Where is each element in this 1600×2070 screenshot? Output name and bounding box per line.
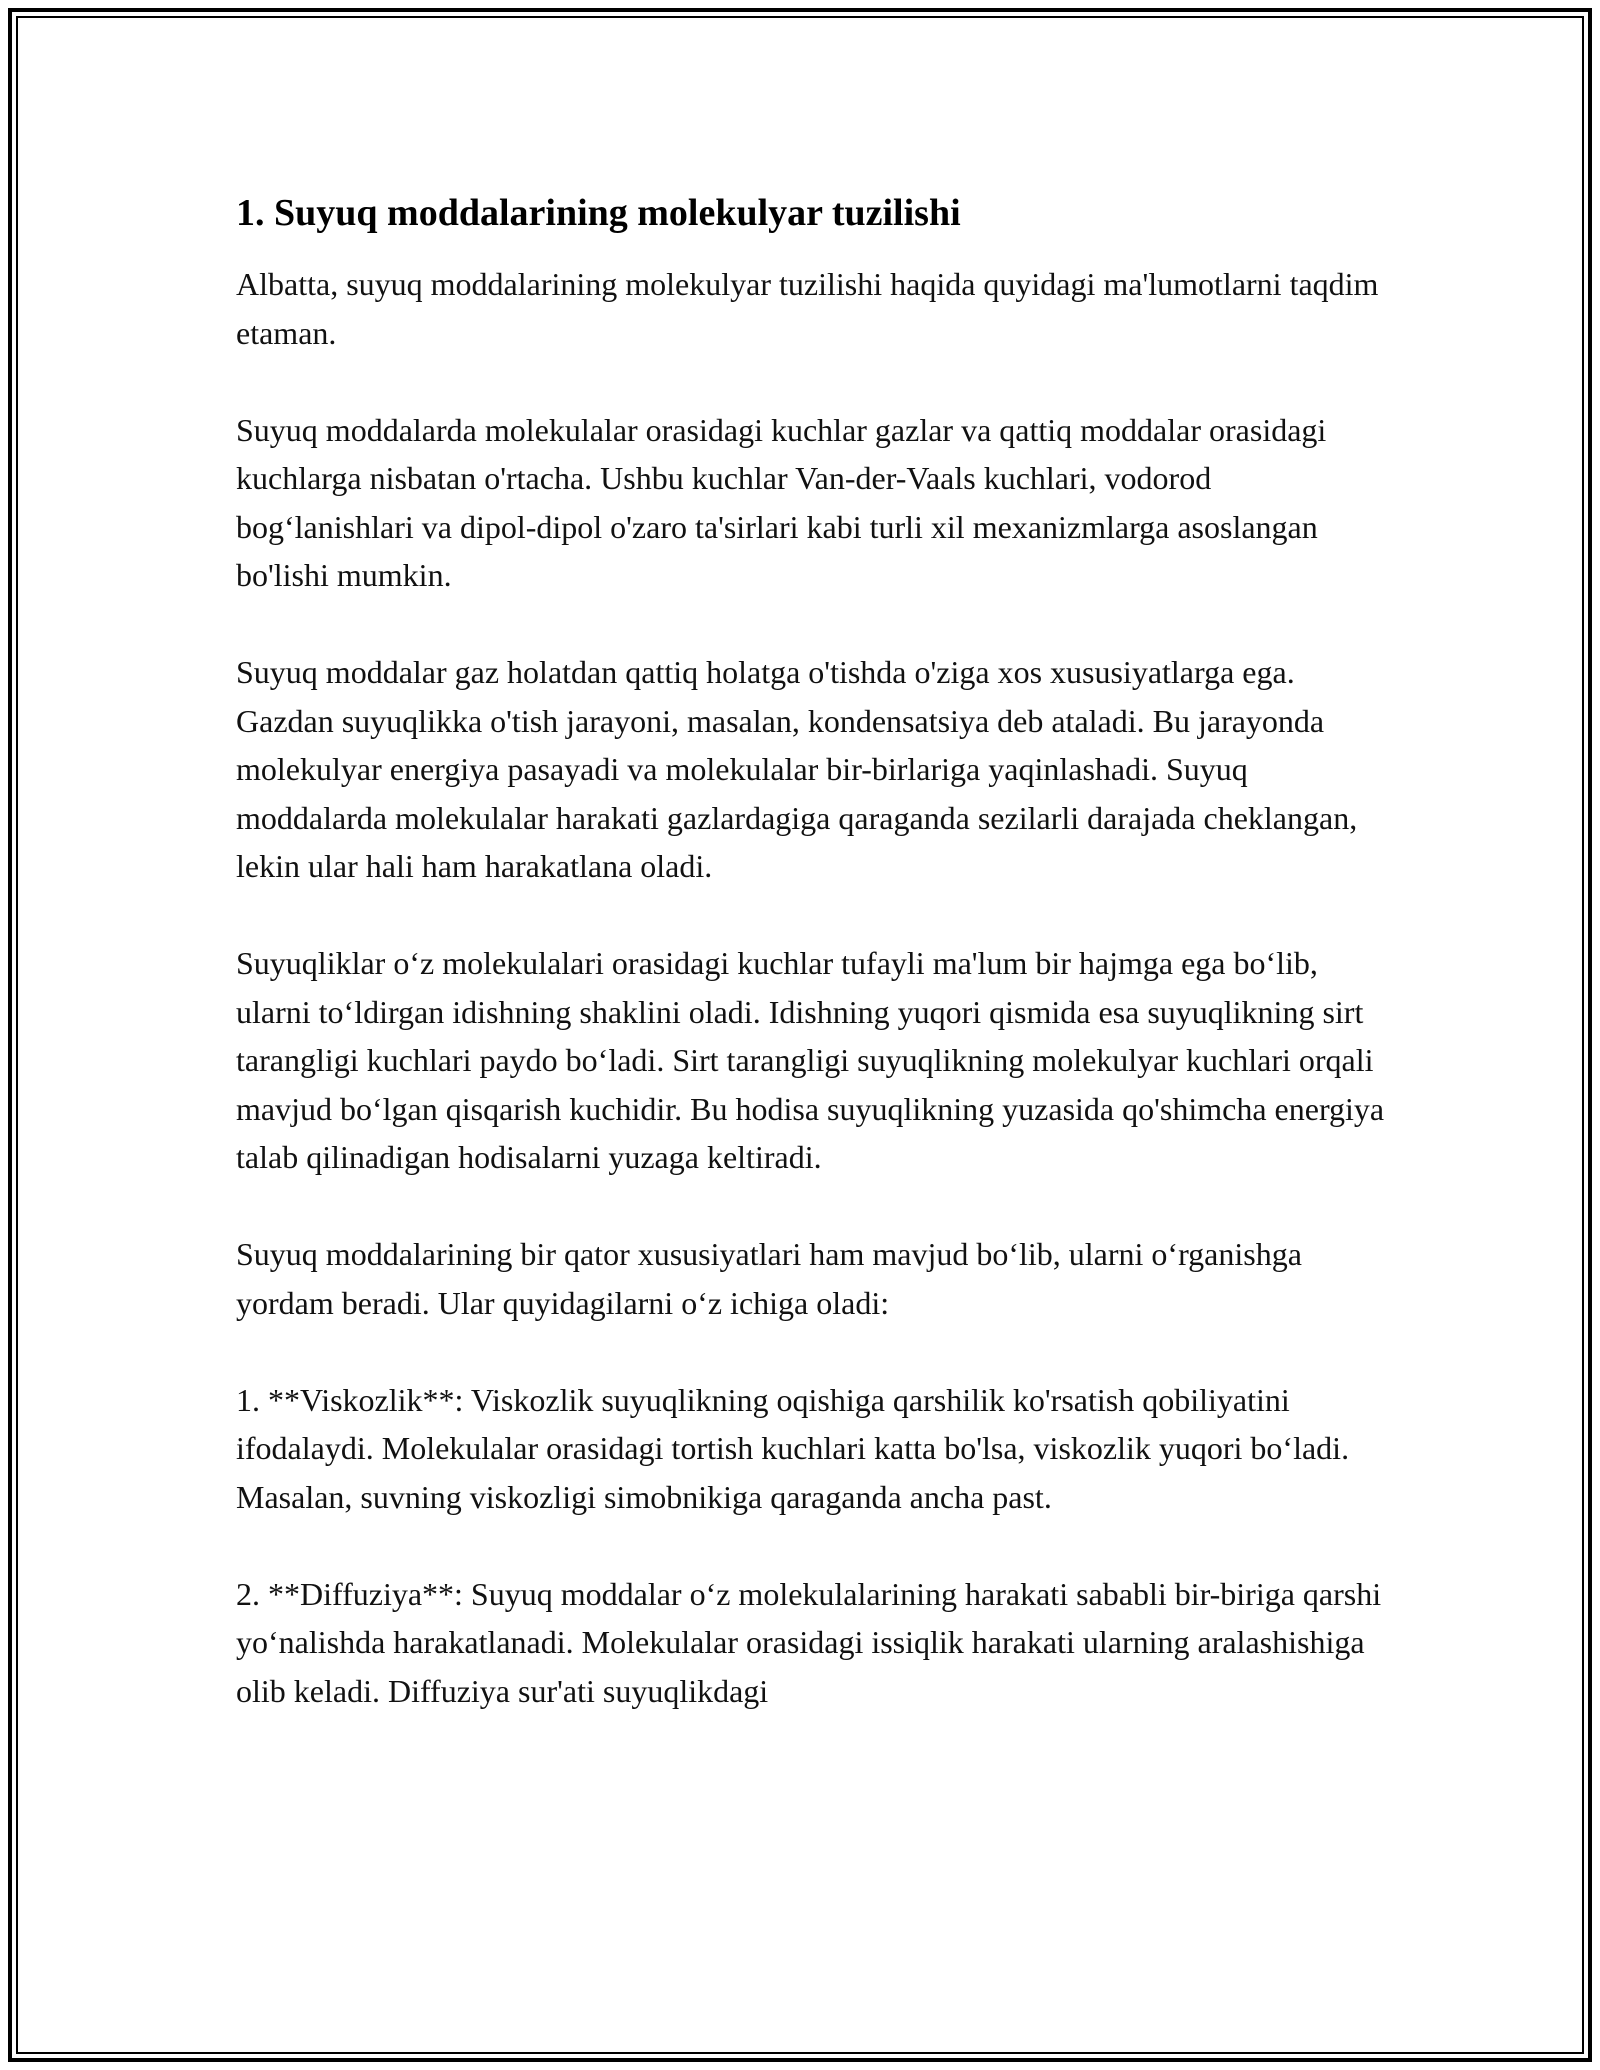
paragraph-phase-transition: Suyuq moddalar gaz holatdan qattiq holatga o'tishda o'ziga xos xususiyatlarga ega. Gazdan suyuqlikka o'tish jarayoni, masalan, kondensatsiya deb ataladi. Bu jarayonda molekulyar energiya pasayadi va molekulalar bir-birlariga yaqinlashadi. Suyuq moddalarda molekulalar harakati gazlardagiga qaraganda sezilarli darajada cheklangan, lekin ular hali ham harakatlana oladi. — [236, 654, 1358, 884]
paragraph-intermolecular-forces: Suyuq moddalarda molekulalar orasidagi kuchlar gazlar va qattiq moddalar orasidagi kuchlarga nisbatan o'rtacha. Ushbu kuchlar Van-der-Vaals kuchlari, vodorod bog‘lanishlari va dipol-dipol o'zaro ta'sirlari kabi turli xil mexanizmlarga asoslangan bo'lishi mumkin. — [236, 411, 1327, 593]
list-item-viscosity: 1. **Viskozlik**: Viskozlik suyuqlikning oqishiga qarshilik ko'rsatish qobiliyatini ifodalaydi. Molekulalar orasidagi tortish kuchlari katta bo'lsa, viskozlik yuqori bo‘ladi. Masalan, suvning viskozligi simobnikiga qaraganda ancha past. — [236, 1381, 1350, 1515]
paragraph-surface-tension: Suyuqliklar o‘z molekulalari orasidagi kuchlar tufayli ma'lum bir hajmga ega bo‘lib, ularni to‘ldirgan idishning shaklini oladi. Idishning yuqori qismida esa suyuqlikning sirt tarangligi kuchlari paydo bo‘ladi. Sirt tarangligi suyuqlikning molekulyar kuchlari orqali mavjud bo‘lgan qisqarish kuchidir. Bu hodisa suyuqlikning yuzasida qo'shimcha energiya talab qilinadigan hodisalarni yuzaga keltiradi. — [236, 945, 1385, 1175]
section-heading: 1. Suyuq moddalarining molekulyar tuzilishi — [236, 192, 961, 234]
list-item-diffusion: 2. **Diffuziya**: Suyuq moddalar o‘z molekulalarining harakati sababli bir-biriga qarshi yo‘nalishda harakatlanadi. Molekulalar orasidagi issiqlik harakati ularning aralashishiga olib keladi. Diffuziya sur'ati suyuqlikdagi — [236, 1575, 1382, 1709]
document-body — [236, 190, 1386, 1764]
paragraph-intro: Albatta, suyuq moddalarining molekulyar tuzilishi haqida quyidagi ma'lumotlarni taqdim etaman. — [236, 266, 1379, 351]
paragraph-properties-intro: Suyuq moddalarining bir qator xususiyatlari ham mavjud bo‘lib, ularni o‘rganishga yordam beradi. Ular quyidagilarni o‘z ichiga oladi: — [236, 1236, 1302, 1321]
